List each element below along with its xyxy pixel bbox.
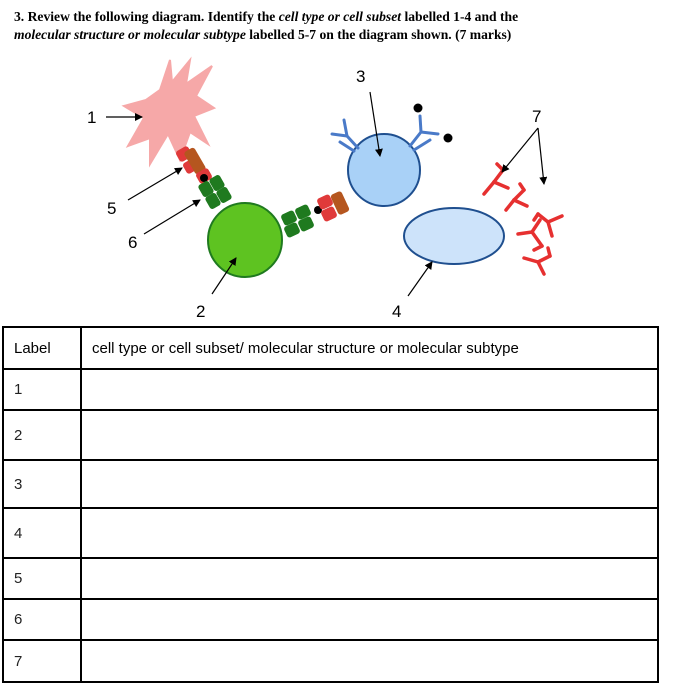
question-part-3: labelled 5-7 on the diagram shown. (7 marks) (249, 27, 512, 42)
b-cell-receptor-right (410, 116, 438, 150)
header-answer: cell type or cell subset/ molecular structure or molecular subtype (81, 327, 658, 369)
question-text (14, 8, 664, 44)
peptide-antigen-left (200, 174, 208, 182)
answer-cell[interactable] (81, 460, 658, 508)
table-row (3, 410, 658, 460)
b-cell-receptor-left (332, 120, 358, 151)
dendritic-cell (124, 60, 214, 164)
label-1: 1 (87, 108, 97, 127)
row-label: 6 (3, 599, 81, 640)
question-part-2: labelled 1-4 and the (404, 9, 519, 24)
answer-cell[interactable] (81, 640, 658, 682)
immune-cell-diagram (0, 52, 674, 322)
mhc-tcr-complex-right (280, 190, 350, 238)
arrow-7a (502, 128, 538, 172)
label-4: 4 (392, 302, 402, 321)
answer-cell[interactable] (81, 508, 658, 558)
answer-cell[interactable] (81, 369, 658, 410)
answer-cell[interactable] (81, 410, 658, 460)
table-row (3, 558, 658, 599)
answer-cell[interactable] (81, 599, 658, 640)
label-6: 6 (128, 233, 138, 252)
table-row (3, 508, 658, 558)
secreted-antibodies (484, 164, 562, 274)
table-row (3, 640, 658, 682)
t-cell (208, 203, 282, 277)
answer-cell[interactable] (81, 558, 658, 599)
label-5: 5 (107, 199, 117, 218)
table-header-row (3, 327, 658, 369)
arrow-7b (538, 128, 544, 184)
label-7: 7 (532, 107, 542, 126)
row-label: 2 (3, 410, 81, 460)
antibody-4 (518, 220, 542, 250)
row-label: 4 (3, 508, 81, 558)
question-number: 3. (14, 9, 25, 24)
question-part-1: Review the following diagram. Identify the (27, 9, 276, 24)
antibody-5 (524, 248, 550, 274)
label-2: 2 (196, 302, 206, 321)
arrow-6 (144, 200, 200, 234)
table-row (3, 599, 658, 640)
arrow-4 (408, 262, 432, 296)
bound-antigen-right (444, 134, 453, 143)
bound-antigen-top (414, 104, 423, 113)
row-label: 7 (3, 640, 81, 682)
table-row (3, 369, 658, 410)
table-row (3, 460, 658, 508)
header-label: Label (3, 327, 81, 369)
row-label: 5 (3, 558, 81, 599)
question-emphasis-1: cell type or cell subset (278, 9, 402, 24)
label-3: 3 (356, 67, 366, 86)
answer-table (2, 326, 659, 683)
row-label: 3 (3, 460, 81, 508)
arrow-5 (128, 168, 182, 200)
question-emphasis-2: molecular structure or molecular subtype (14, 27, 246, 42)
plasma-cell (404, 208, 504, 264)
mhc-tcr-complex-left (175, 145, 233, 210)
row-label: 1 (3, 369, 81, 410)
